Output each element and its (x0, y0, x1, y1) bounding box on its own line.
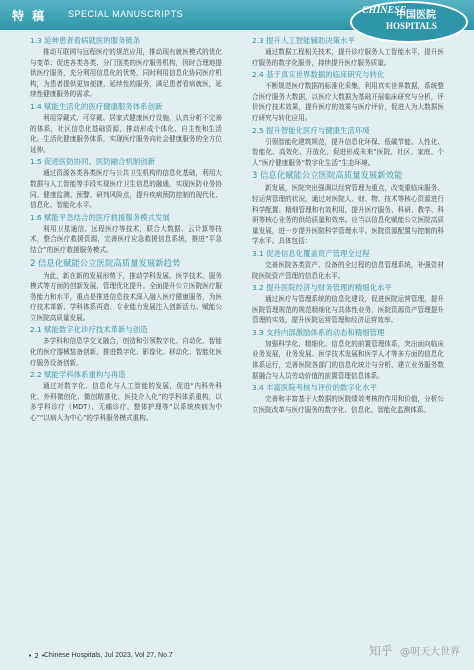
section-1-4-heading: 1.4 赋能生活化的医疗健康服务体系创新 (30, 101, 163, 111)
logo-text-chinese-en: CHINESE (362, 5, 407, 16)
section-1-5-paragraph: 通过资源各类各类医疗与公共卫生机构的信息化基础，利用大数据与人工智能等手段实现医疗卫生信息的融通，实现医防业务协同、健康监测、预警、研判风险点，提升疾病预防控制的现代化、信息化、智能化水平。 (30, 169, 222, 210)
section-3-3-paragraph: 加强科学化、精细化、信息化的前置管理体系，突出面向临床业务发展，业务发展、医学技术发展和医学人才等多方面的信息化体系运行，完善医院各部门的信息化统计与分析，建立业务服务数据融合与人员劳动价值的前置管理信息体系。 (252, 339, 444, 380)
section-2-3-paragraph: 通过数据工程相关技术，提升诊疗服务人工智能水平，提升医疗服务的数字化服务，持续提升医疗服务质量。 (252, 48, 444, 67)
section-2-3-heading: 2.3 提升人工智能辅助决策水平 (252, 36, 355, 45)
section-3-1-heading: 3.1 促进信息化覆盖资产管理全过程 (252, 248, 370, 258)
section-tag: 特 稿 (12, 9, 47, 23)
page-header (0, 0, 474, 30)
section-2-1-paragraph: 多学科和信息学交叉融合，创造和引领数字化、自动化、智能化的医疗器械装备创新，推进数字化、影像化、移动化、智能化医疗服务设备创新。 (30, 337, 222, 367)
section-2-2-paragraph: 通过对数字化、信息化与人工智能的发展，促进“内科外科化、外科微创化、微创精准化、医技介入化”的学科体系重构，以多学科诊疗（MDT）、无痛诊疗、整体护理等“以系统疾病为中心”“以病人为中心”的学科服务模式重构。 (30, 382, 222, 423)
watermark (369, 642, 460, 659)
section-3-4-paragraph: 完善和丰富基于大数据的医院绩效考核的作用和价值，分析公立医院改革与医疗服务的数字化、信息化、智能化监测体系。 (252, 395, 444, 414)
section-2-heading: 2 信息化赋能公立医院高质量发展新趋势 (30, 257, 181, 268)
section-3-2-paragraph: 通过医疗与管理系统的信息化建设，促进医院运营管理，提升医院管理规范的规范精细化与具体性业务，医院资源资产管理提升管理的实效，提升医院运营管理和经济运营效率。 (252, 295, 444, 325)
section-2-5-paragraph: 引领智能化建筑规范，提升信息化环保、低碳节能、人性化、智能化、高效化、开放化，促进形成未来“医院、社区、家庭、个人”医疗健康服务“数字化生活”生态环境。 (252, 137, 444, 167)
section-3-3-heading: 3.3 支持内部激励体系的动态和精细管理 (252, 327, 385, 337)
watermark-site: 知乎 (368, 644, 393, 658)
section-2-5-heading: 2.5 提升智能化医疗与健康生活环境 (252, 125, 370, 135)
section-subtitle: SPECIAL MANUSCRIPTS (68, 9, 184, 19)
section-1-6-heading: 1.6 赋能平急结合的医疗救援服务模式发展 (30, 212, 170, 222)
watermark-user: @明天大世界 (400, 647, 460, 658)
section-2-1-heading: 2.1 赋能数字化诊疗技术革新与创造 (30, 325, 148, 335)
section-3-2-heading: 3.2 提升医院经济与财务管理的精细化水平 (252, 283, 392, 293)
section-1-6-paragraph: 利用卫星通信、远程医疗等技术，联合大数据、云计算等技术，整合医疗救援资源，完善医疗应急救援信息系统，推进“平急结合”的医疗救援服务模式。 (30, 224, 222, 254)
section-1-3-heading: 1.3 延伸患者看病就医的服务链条 (30, 36, 141, 45)
section-1-4-paragraph: 利用穿戴式、可穿戴、居家式健康医疗设施，认真分析不完善的体系，社区信息化基础资源，推动形成个体化、自主性和生活化、生活化健康服务体系，实现医疗服务向社会健康服务的全方位延伸。 (30, 113, 222, 154)
section-3-paragraph: 新发展，医院突出强调以经营管理为重点，改变重临床服务、轻运营管理的状况，通过对医院人、财、物、技术等核心资源进行科学配置、精细管理和有效利用，提升医疗服务、科研、教学、科研等核心业务的供给质量和效率。应当以信息化赋能公立医院高质量发展，进一步提升医院科学管理水平。医院资源配置与控制的科学水平。具体包括： (252, 184, 444, 246)
left-column (30, 36, 222, 426)
section-3-1-paragraph: 完善医院各类资产、设备的全过程的信息管理系统，补强资材院医院资产管理的信息化水平。 (252, 260, 444, 280)
section-3-4-heading: 3.4 丰富医院考核与评价的数字化水平 (252, 383, 377, 393)
logo-text-hospitals: HOSPITALS (386, 21, 437, 31)
page-number: • 2 • (28, 652, 46, 660)
right-column (252, 36, 444, 417)
section-1-3-paragraph: 推动互联网与远程医疗的规范应用，推动现有就医模式的优化与变革；促进各类各类、分门别类的医疗服务机构，因时合理地提供医疗服务，充分利用信息化的优势，同时利用信息化协同医疗机构，为患者提供更加便捷、延续性的服务，满足患者看病就医，延续性健康服务的需求。 (30, 48, 222, 99)
journal-citation: Chinese Hospitals, Jul 2023, Vol 27, No.7 (44, 652, 173, 659)
section-2-paragraph: 为此，新在新的发展形势下，推动学科发展、医学技术、服务模式等方面的创新发展，管理优化提升。全面提升公立医院医疗服务能力和水平，重点是推进信息技术深入融入医疗健康服务，为医疗技术革新、学科体系再造、专业能力发展注入创新活力。赋能公立医院高质量发展。 (30, 271, 222, 322)
section-3-heading: 3 信息化赋能公立医院高质量发展新效能 (252, 170, 403, 181)
section-1-5-heading: 1.5 促进医防协同、医防融合机制创新 (30, 157, 155, 167)
section-2-2-heading: 2.2 赋能学科体系重构与再造 (30, 370, 126, 380)
section-2-4-heading: 2.4 基于真实世界数据的临床研究与转化 (252, 70, 385, 80)
section-2-4-paragraph: 不断规范医疗数据的标准化采集，利用真实世界数据，系统整合医疗服务大数据，以医疗大数据为基础开展临床研究与分析，评价医疗技术效果，提升医疗的效果与医疗评价，促进人为大数据医疗研究与转化应用。 (252, 82, 444, 122)
logo-text-cn: 中国医院 (396, 10, 436, 21)
journal-logo (350, 1, 468, 41)
